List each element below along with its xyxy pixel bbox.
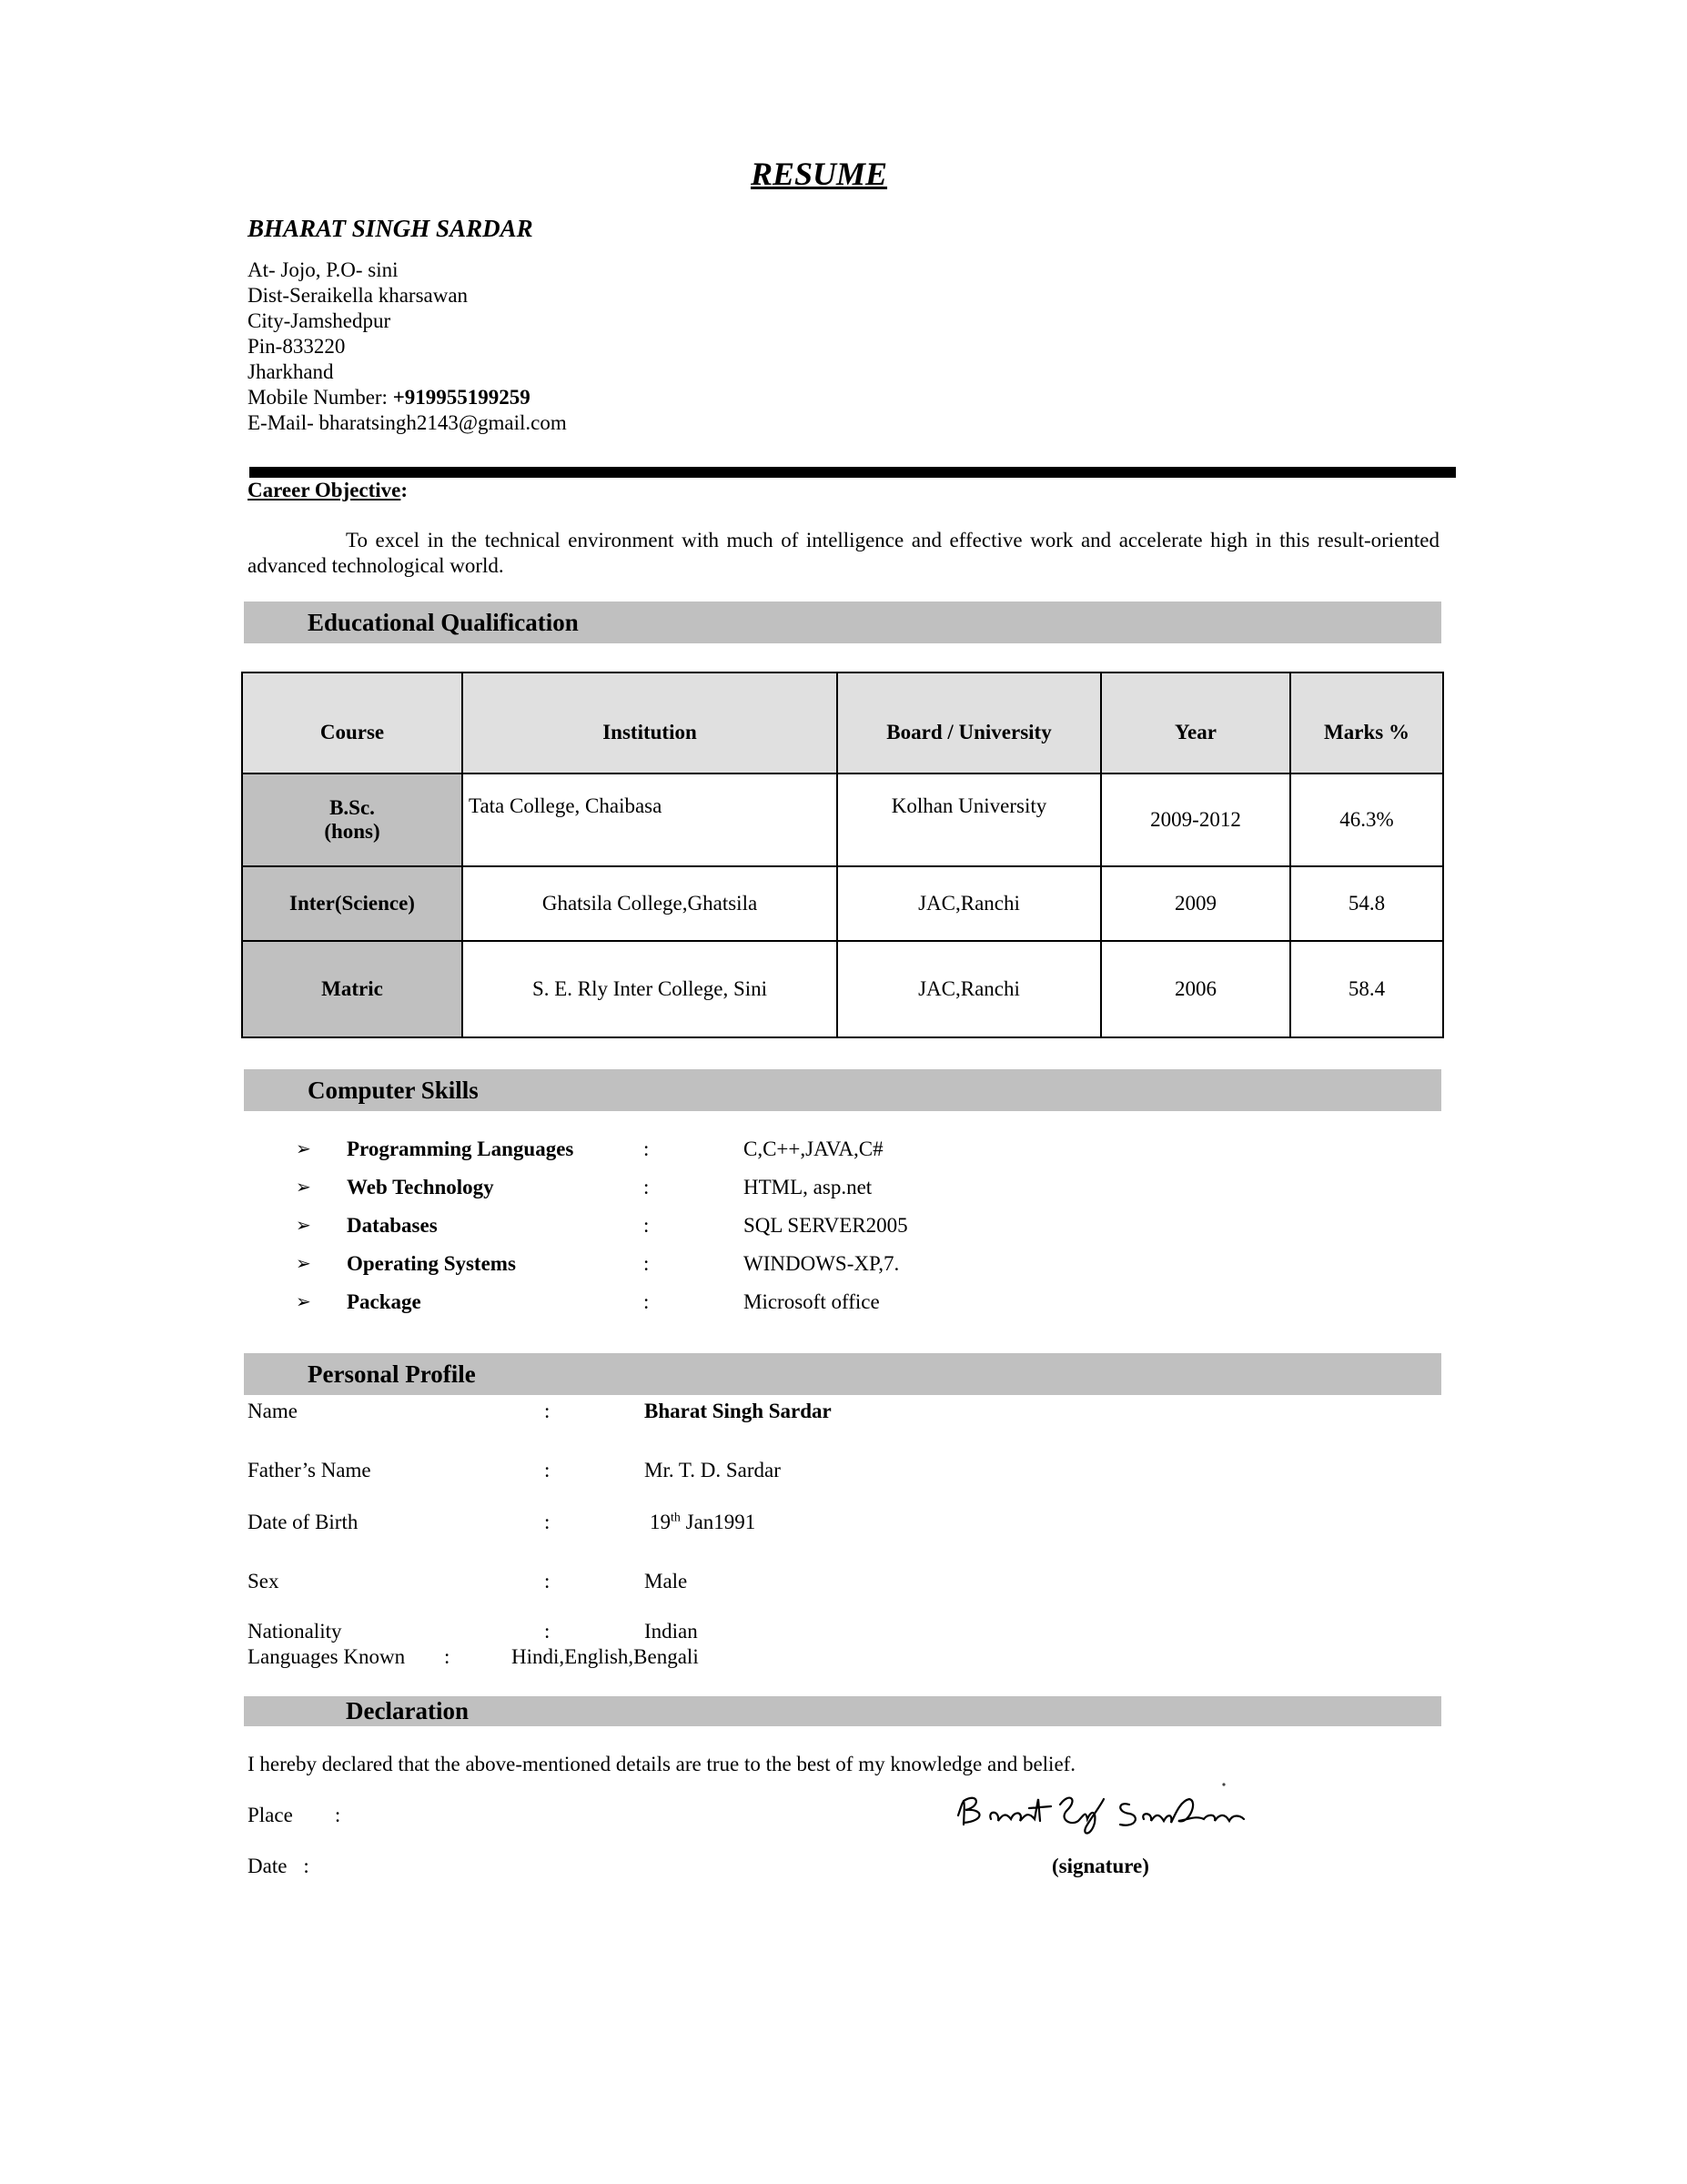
table-header-row: [242, 672, 1443, 774]
skill-value: SQL SERVER2005: [743, 1214, 908, 1237]
arrow-bullet-icon: ➢: [296, 1139, 311, 1159]
resume-title: RESUME: [750, 156, 888, 192]
course-cell: B.Sc. (hons): [242, 774, 462, 866]
profile-value: Male: [644, 1570, 688, 1592]
skill-value: WINDOWS-XP,7.: [743, 1252, 900, 1275]
skill-colon: :: [643, 1252, 650, 1275]
arrow-bullet-icon: ➢: [296, 1178, 311, 1198]
profile-label: Sex: [247, 1570, 279, 1592]
divider-rule: [249, 467, 1456, 478]
place-field: Place :: [247, 1804, 341, 1826]
date-field: Date :: [247, 1855, 309, 1877]
skill-value: Microsoft office: [743, 1290, 880, 1313]
profile-value: Hindi,English,Bengali: [511, 1645, 699, 1668]
profile-heading: Personal Profile: [308, 1360, 476, 1388]
table-header: Board / University: [837, 672, 1101, 774]
address-line: Jharkhand: [247, 360, 334, 383]
profile-label: Name: [247, 1400, 298, 1422]
skill-colon: :: [643, 1176, 650, 1198]
profile-heading-band: [244, 1353, 1441, 1395]
signature: [951, 1779, 1260, 1843]
profile-colon: :: [544, 1620, 551, 1643]
candidate-name: BHARAT SINGH SARDAR: [247, 215, 533, 242]
marks-cell: 54.8: [1290, 866, 1443, 941]
course-cell: Inter(Science): [242, 866, 462, 941]
mobile-number: +919955199259: [392, 386, 530, 409]
skill-colon: :: [643, 1290, 650, 1313]
arrow-bullet-icon: ➢: [296, 1292, 311, 1312]
table-row: [242, 941, 1443, 1037]
institution-cell: Ghatsila College,Ghatsila: [462, 866, 837, 941]
board-cell: JAC,Ranchi: [837, 866, 1101, 941]
mobile-label: Mobile Number:: [247, 386, 393, 409]
declaration-text: I hereby declared that the above-mentioned details are true to the best of my knowledge and belief.: [247, 1753, 1076, 1775]
skills-heading-band: [244, 1069, 1441, 1111]
education-heading-band: [244, 602, 1441, 643]
career-objective-heading: Career Objective:: [247, 479, 409, 501]
arrow-bullet-icon: ➢: [296, 1216, 311, 1236]
education-heading: Educational Qualification: [308, 609, 579, 636]
skills-heading: Computer Skills: [308, 1077, 479, 1104]
table-header: Course: [242, 672, 462, 774]
profile-value: Mr. T. D. Sardar: [644, 1459, 781, 1481]
institution-cell: S. E. Rly Inter College, Sini: [462, 941, 837, 1037]
marks-cell: 58.4: [1290, 941, 1443, 1037]
skill-value: HTML, asp.net: [743, 1176, 873, 1198]
board-cell: Kolhan University: [837, 774, 1101, 866]
skill-label: Package: [347, 1290, 421, 1313]
year-cell: 2009-2012: [1101, 774, 1290, 866]
board-cell: JAC,Ranchi: [837, 941, 1101, 1037]
course-cell: Matric: [242, 941, 462, 1037]
declaration-heading-band: [244, 1696, 1441, 1726]
profile-colon: :: [544, 1570, 551, 1592]
education-table: [241, 672, 1444, 1038]
address-line: City-Jamshedpur: [247, 309, 391, 332]
skill-value: C,C++,JAVA,C#: [743, 1138, 884, 1160]
table-header: Year: [1101, 672, 1290, 774]
address-line: Pin-833220: [247, 335, 346, 358]
profile-colon: :: [544, 1511, 551, 1533]
skill-label: Databases: [347, 1214, 438, 1237]
profile-colon: :: [544, 1400, 551, 1422]
profile-label: Date of Birth: [247, 1511, 359, 1533]
email-line: E-Mail- bharatsingh2143@gmail.com: [247, 411, 567, 434]
skill-label: Operating Systems: [347, 1252, 516, 1275]
address-line: At- Jojo, P.O- sini: [247, 258, 399, 281]
year-cell: 2006: [1101, 941, 1290, 1037]
profile-value: 19th Jan1991: [650, 1511, 756, 1533]
signature-label: (signature): [1052, 1855, 1149, 1877]
marks-cell: 46.3%: [1290, 774, 1443, 866]
skill-label: Programming Languages: [347, 1138, 574, 1160]
profile-label: Nationality: [247, 1620, 342, 1643]
table-row: [242, 774, 1443, 866]
skill-colon: :: [643, 1214, 650, 1237]
career-objective-text: To excel in the technical environment with much of intelligence and effective work and accelerate high in this result-oriented advanced technological world.: [247, 529, 1440, 577]
table-header: Institution: [462, 672, 837, 774]
profile-colon: :: [544, 1459, 551, 1481]
table-header: Marks %: [1290, 672, 1443, 774]
address-line: Dist-Seraikella kharsawan: [247, 284, 469, 307]
profile-label: Languages Known: [247, 1645, 406, 1668]
arrow-bullet-icon: ➢: [296, 1254, 311, 1274]
address-block: [247, 258, 567, 436]
skill-label: Web Technology: [347, 1176, 494, 1198]
profile-label: Father’s Name: [247, 1459, 371, 1481]
profile-value: Bharat Singh Sardar: [644, 1400, 832, 1422]
profile-value: Indian: [644, 1620, 698, 1643]
skill-colon: :: [643, 1138, 650, 1160]
table-row: [242, 866, 1443, 941]
mobile-line: [247, 385, 567, 410]
year-cell: 2009: [1101, 866, 1290, 941]
profile-colon: :: [444, 1645, 450, 1668]
declaration-heading: Declaration: [346, 1697, 469, 1724]
institution-cell: Tata College, Chaibasa: [462, 774, 837, 866]
